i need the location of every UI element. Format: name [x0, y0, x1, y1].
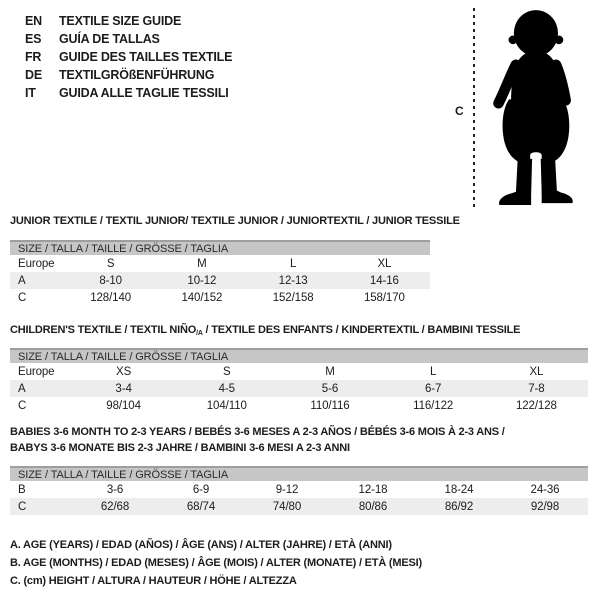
cell: S	[106, 257, 115, 270]
cell: 12-13	[248, 272, 339, 289]
table-row	[10, 363, 588, 380]
cell: XS	[116, 365, 132, 378]
cell: 62/68	[72, 498, 158, 515]
language-row-de	[25, 66, 232, 84]
cell: 116/122	[413, 399, 454, 412]
cell: 128/140	[90, 291, 132, 304]
babies-title-line1: BABIES 3-6 MONTH TO 2-3 YEARS / BEBÉS 3-6 MESES A 2-3 AÑOS / BÉBÉS 3-6 MOIS À 2-3 ANS /	[10, 426, 505, 438]
cell: L	[430, 365, 437, 378]
cell: 24-36	[530, 483, 560, 496]
cell: 98/104	[106, 399, 141, 412]
row-label: C	[10, 498, 72, 515]
row-label: C	[18, 399, 27, 412]
footnote-c: C. (cm) HEIGHT / ALTURA / HAUTEUR / HÖHE / ALTEZZA	[10, 575, 297, 587]
children-title-pre: CHILDREN'S TEXTILE / TEXTIL NIÑO	[10, 324, 197, 336]
cell: 122/128	[515, 399, 557, 412]
language-row-en	[25, 12, 232, 30]
table-row	[10, 498, 588, 515]
table-row	[10, 380, 588, 397]
children-table	[10, 348, 588, 414]
children-section-title	[10, 324, 520, 337]
table-row	[10, 255, 430, 272]
language-list	[25, 12, 232, 102]
babies-size-header-bar: SIZE / TALLA / TAILLE / GRÖSSE / TAGLIA	[10, 466, 588, 481]
cell: 7-8	[485, 380, 588, 397]
cell: 4-5	[175, 380, 278, 397]
children-title-sub: /A	[196, 330, 203, 337]
cell: 80/86	[330, 498, 416, 515]
cell: S	[222, 365, 231, 378]
cell: 9-12	[275, 483, 299, 496]
children-size-header-bar: SIZE / TALLA / TAILLE / GRÖSSE / TAGLIA	[10, 348, 588, 363]
junior-section-title: JUNIOR TEXTILE / TEXTIL JUNIOR/ TEXTILE JUNIOR / JUNIORTEXTIL / JUNIOR TESSILE	[10, 215, 460, 227]
cell: 140/152	[181, 291, 223, 304]
cell: 10-12	[156, 272, 247, 289]
babies-table	[10, 466, 588, 515]
baby-silhouette-icon	[486, 6, 582, 212]
table-row	[10, 289, 430, 306]
cell: 3-4	[72, 380, 175, 397]
row-label: B	[18, 483, 26, 496]
footnote-a: A. AGE (YEARS) / EDAD (AÑOS) / ÂGE (ANS) / ALTER (JAHRE) / ETÀ (ANNI)	[10, 539, 392, 551]
row-label: Europe	[18, 365, 55, 378]
cell: M	[197, 257, 207, 270]
babies-title-line2: BABYS 3-6 MONATE BIS 2-3 JAHRE / BAMBINI 3-6 MESI A 2-3 ANNI	[10, 442, 350, 454]
cell: M	[325, 365, 335, 378]
language-code: ES	[25, 32, 42, 46]
table-row	[10, 397, 588, 414]
language-row-es	[25, 30, 232, 48]
language-code: FR	[25, 50, 42, 64]
language-code: IT	[25, 86, 36, 100]
cell: 158/170	[363, 291, 405, 304]
language-title: GUIDE DES TAILLES TEXTILE	[59, 50, 233, 64]
junior-table	[10, 240, 430, 306]
cell: XL	[529, 365, 544, 378]
cell: 110/116	[310, 399, 350, 412]
row-label: Europe	[18, 257, 55, 270]
language-title: GUÍA DE TALLAS	[59, 32, 160, 46]
cell: 12-18	[358, 483, 388, 496]
cell: 14-16	[339, 272, 430, 289]
measure-label-c: C	[455, 104, 464, 118]
cell: 68/74	[158, 498, 244, 515]
cell: 18-24	[444, 483, 474, 496]
cell: L	[289, 257, 297, 270]
footnote-b: B. AGE (MONTHS) / EDAD (MESES) / ÂGE (MOIS) / ALTER (MONATE) / ETÀ (MESI)	[10, 557, 422, 569]
cell: 92/98	[502, 498, 588, 515]
row-label: A	[10, 272, 65, 289]
children-title-post: / TEXTILE DES ENFANTS / KINDERTEXTIL / BAMBINI TESSILE	[202, 324, 521, 336]
cell: 6-7	[382, 380, 485, 397]
table-row	[10, 272, 430, 289]
cell: 5-6	[278, 380, 381, 397]
height-measure-dashed-line	[473, 8, 475, 208]
language-title: TEXTILGRÖßENFÜHRUNG	[59, 68, 215, 82]
row-label: C	[18, 291, 27, 304]
language-title: GUIDA ALLE TAGLIE TESSILI	[59, 86, 229, 100]
cell: 152/158	[272, 291, 314, 304]
language-row-it	[25, 84, 232, 102]
language-code: DE	[25, 68, 42, 82]
cell: 86/92	[416, 498, 502, 515]
cell: XL	[377, 257, 392, 270]
table-row	[10, 481, 588, 498]
babies-section-title	[10, 424, 505, 456]
language-code: EN	[25, 14, 42, 28]
cell: 3-6	[106, 483, 124, 496]
row-label: A	[10, 380, 72, 397]
language-title: TEXTILE SIZE GUIDE	[59, 14, 182, 28]
junior-size-header-bar: SIZE / TALLA / TAILLE / GRÖSSE / TAGLIA	[10, 240, 430, 255]
language-row-fr	[25, 48, 232, 66]
cell: 74/80	[244, 498, 330, 515]
footnotes	[10, 536, 422, 590]
cell: 104/110	[206, 399, 247, 412]
cell: 6-9	[192, 483, 210, 496]
cell: 8-10	[65, 272, 156, 289]
